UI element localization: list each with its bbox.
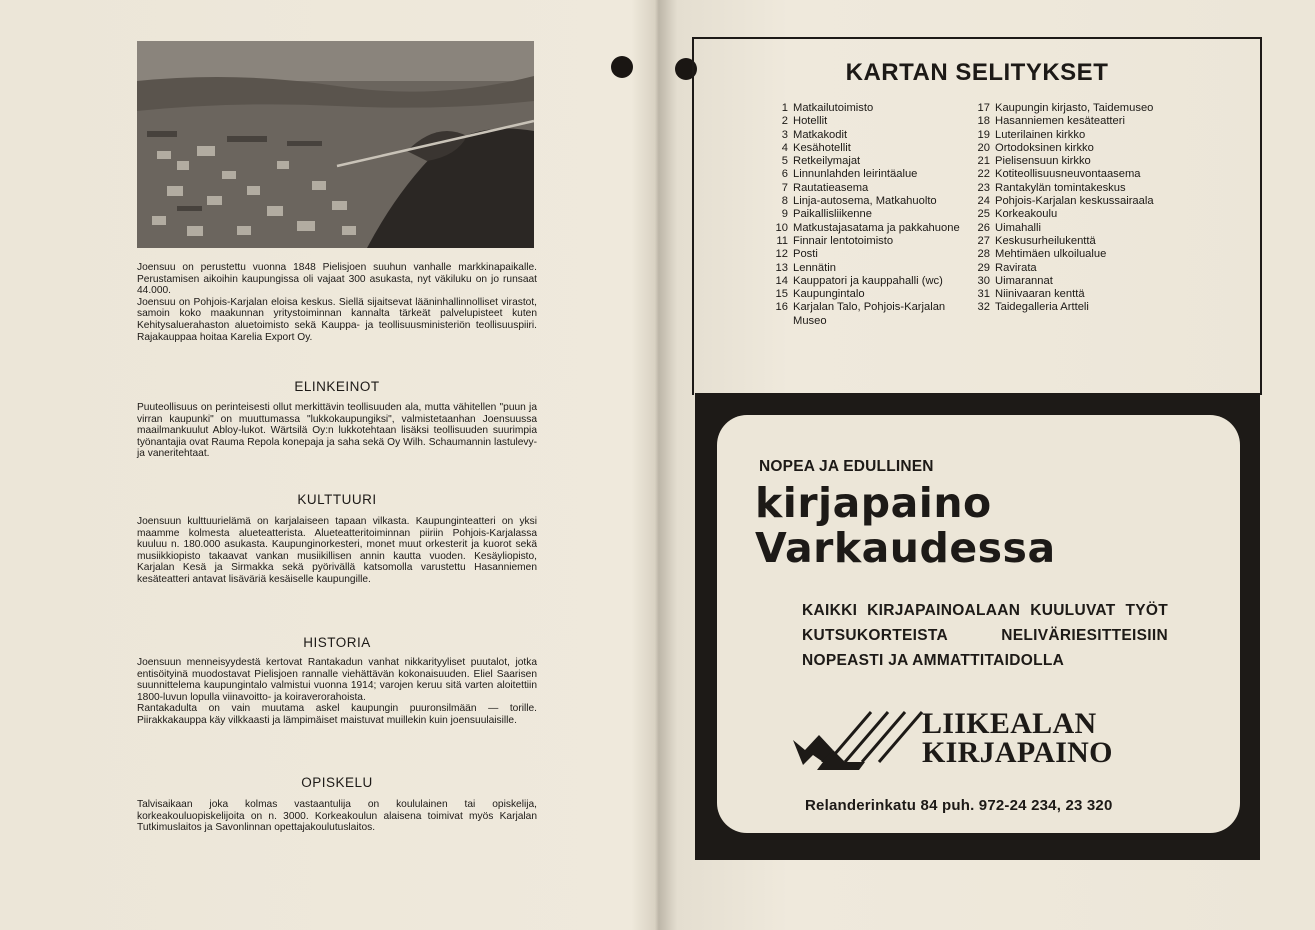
legend-item <box>768 115 968 128</box>
ad-body-text: KAIKKI KIRJAPAINOALAAN KUULUVAT TYÖT KUTSUKORTEISTA NELIVÄRIESITTEISIIN NOPEASTI JA AMMATTITAIDOLLA <box>802 602 1168 669</box>
right-page <box>660 0 1315 930</box>
legend-item-number: 1 <box>781 102 788 114</box>
section-paragraph: Joensuun menneisyydestä kertovat Rantakadun vanhat nikkarityyliset puutalot, jotka entisöityinä muodostavat Pielisjoen rannalle viehättävän kokonaisuuden. Eliel Saarisen suunnittelema kaupungintalo valmistui vuonna 1914; varojen keruu sitä varten aloitettiin 1800-luvun lopulla viinavoitto- ja koiraverorahoista. <box>137 657 537 703</box>
legend-item-number: 27 <box>977 234 990 247</box>
section-text <box>137 657 537 727</box>
legend-item-label: Matkakodit <box>793 128 848 141</box>
legend-item <box>970 275 1200 288</box>
legend-item <box>768 102 968 115</box>
legend-item-number: 3 <box>781 128 788 141</box>
section-heading: KULTTUURI <box>297 492 377 507</box>
ad-headline <box>755 481 1056 571</box>
legend-item <box>970 115 1200 128</box>
section-heading: HISTORIA <box>303 635 371 650</box>
legend-item-number: 30 <box>977 274 990 287</box>
legend-item <box>768 168 968 181</box>
legend-item-number: 19 <box>977 128 990 141</box>
legend-item <box>768 288 968 301</box>
advertisement-frame <box>695 393 1260 860</box>
legend-item <box>768 142 968 155</box>
legend-item <box>768 182 968 195</box>
legend-item <box>768 222 968 235</box>
legend-item-label: Pielisensuun kirkko <box>995 155 1091 168</box>
legend-item-number: 16 <box>775 301 788 314</box>
intro-text <box>137 262 537 343</box>
map-legend-box <box>692 37 1262 395</box>
legend-item-label: Matkustajasatama ja pakkahuone <box>793 221 960 234</box>
ad-headline-line: Varkaudessa <box>755 524 1056 572</box>
legend-item-number: 21 <box>977 155 990 168</box>
legend-item-label: Paikallisliikenne <box>793 208 872 221</box>
legend-item-number: 2 <box>781 115 788 128</box>
legend-item-number: 4 <box>781 141 788 154</box>
legend-item-number: 14 <box>775 274 788 287</box>
ad-brand-name <box>922 709 1113 767</box>
legend-item-label: Linja-autosema, Matkahuolto <box>793 195 937 208</box>
legend-item-label: Finnair lentotoimisto <box>793 234 894 247</box>
legend-item-number: 13 <box>775 261 788 274</box>
legend-item-label: Uimarannat <box>995 274 1053 287</box>
section-text: Talvisaikaan joka kolmas vastaantulija on koululainen tai opiskelija, korkeakouluopiskelijoita on n. 3000. Korkeakoulun alaisena toimivat myös Karjalan Tutkimuslaitos ja Savonlinnan opettajakoulutuslaitos. <box>137 799 537 834</box>
legend-item <box>970 155 1200 168</box>
legend-item-label: Hotellit <box>793 115 828 128</box>
ad-brand-line: KIRJAPAINO <box>922 736 1113 769</box>
legend-item-number: 22 <box>977 168 990 181</box>
section-text: Puuteollisuus on perinteisesti ollut merkittävin teollisuuden ala, mutta vähitellen "puun ja virran kaupunki" on muuttumassa "lukkokaupungiksi", valmistetaanhan Joensuussa maailmankuulut Abloy-lukot. Wärtsilä Oy:n lukkotehtaan lisäksi teollisuuden suurimpia työnantajia ovat Rauma Repola konepaja ja saha sekä Oy Wilh. Schaumannin lastulevy- ja vaneritehtaat. <box>137 402 537 460</box>
ad-headline-line: kirjapaino <box>755 479 992 527</box>
legend-item-label: Taidegalleria Artteli <box>995 301 1089 314</box>
legend-item-number: 5 <box>781 155 788 168</box>
legend-item-label: Rautatieasema <box>793 181 869 194</box>
legend-item <box>768 235 968 248</box>
legend-item-number: 24 <box>977 195 990 208</box>
legend-item-number: 29 <box>977 261 990 274</box>
legend-item <box>970 208 1200 221</box>
legend-item <box>970 301 1200 314</box>
legend-item-label: Mehtimäen ulkoilualue <box>995 248 1107 261</box>
legend-item <box>768 155 968 168</box>
ad-kicker: NOPEA JA EDULLINEN <box>759 458 934 475</box>
advertisement-card <box>717 415 1240 833</box>
legend-item <box>970 168 1200 181</box>
legend-item-number: 17 <box>977 102 990 114</box>
legend-item-label: Uimahalli <box>995 221 1042 234</box>
legend-title: KARTAN SELITYKSET <box>845 59 1109 86</box>
legend-item <box>970 195 1200 208</box>
legend-item-label: Keskusurheilukenttä <box>995 234 1096 247</box>
section-paragraph: Rantakadulta on vain muutama askel kaupungin puuronsilmään — torille. Piirakkakauppa käy vilkkaasti ja lämpimäiset maistuvat muillekin kuin joensuulaisille. <box>137 703 537 726</box>
legend-item <box>970 262 1200 275</box>
ad-brand-line: LIIKEALAN <box>922 707 1097 740</box>
aerial-city-photo <box>137 41 534 248</box>
legend-item <box>970 129 1200 142</box>
section-heading: ELINKEINOT <box>294 379 380 394</box>
legend-item-number: 32 <box>977 301 990 314</box>
legend-item <box>768 275 968 288</box>
legend-item <box>970 235 1200 248</box>
section-heading: OPISKELU <box>301 775 373 790</box>
legend-item-label: Kesähotellit <box>793 141 851 154</box>
legend-item-label: Niinivaaran kenttä <box>995 288 1085 301</box>
legend-item <box>768 248 968 261</box>
legend-item-label: Kaupungintalo <box>793 288 865 301</box>
legend-item-label: Luterilainen kirkko <box>995 128 1086 141</box>
legend-item <box>970 248 1200 261</box>
legend-item-number: 6 <box>781 168 788 181</box>
intro-paragraph: Joensuu on perustettu vuonna 1848 Pielisjoen suuhun vanhalle markkinapaikalle. Perustamisen aikoihin kaupungissa oli vajaat 300 asukasta, nyt väkiluku on jo runsaat 44.000. <box>137 262 537 297</box>
legend-item-label: Hasanniemen kesäteatteri <box>995 115 1125 128</box>
legend-item-number: 23 <box>977 181 990 194</box>
legend-item-number: 31 <box>977 288 990 301</box>
legend-item-label: Retkeilymajat <box>793 155 861 168</box>
legend-item-number: 7 <box>781 181 788 194</box>
section-text: Joensuun kulttuurielämä on karjalaiseen tapaan vilkasta. Kaupunginteatteri on yksi maamme kolmesta alueteatterista. Alueteatteritoiminnan piiriin Pohjois-Karjalassa kuuluu n. 180.000 asukasta. Kaupunginorkesteri, monet muut orkesterit ja kuorot sekä musiikkiopisto takaavat vankan musiikillisen annin kautta vuoden. Kesäyliopisto, Karjalan Kesä ja Sirmakka sekä pyörivällä katsomolla varustettu Hasanniemen kesäteatteri antavat lisäväriä kesäiselle kaupungille. <box>137 516 537 585</box>
legend-item <box>970 102 1200 115</box>
legend-item-number: 28 <box>977 248 990 261</box>
legend-item-label: Lennätin <box>793 261 836 274</box>
legend-item-number: 15 <box>775 288 788 301</box>
legend-item-number: 20 <box>977 141 990 154</box>
legend-item <box>768 208 968 221</box>
legend-item <box>970 222 1200 235</box>
legend-item <box>970 288 1200 301</box>
legend-item-label: Kauppatori ja kauppahalli (wc) <box>793 274 943 287</box>
legend-item-label: Pohjois-Karjalan keskussairaala <box>995 195 1154 208</box>
legend-item-label: Karjalan Talo, Pohjois-Karjalan Museo <box>793 301 946 327</box>
legend-item-number: 12 <box>775 248 788 261</box>
legend-item-number: 9 <box>781 208 788 221</box>
legend-item-number: 26 <box>977 221 990 234</box>
legend-item-label: Posti <box>793 248 818 261</box>
legend-item-label: Rantakylän tomintakeskus <box>995 181 1126 194</box>
left-page <box>0 0 656 930</box>
legend-item-label: Korkeakoulu <box>995 208 1058 221</box>
legend-item-label: Linnunlahden leirintäalue <box>793 168 918 181</box>
binding-hole <box>611 56 633 78</box>
legend-item-label: Matkailutoimisto <box>793 102 874 114</box>
legend-item <box>768 129 968 142</box>
legend-item-number: 11 <box>776 234 788 247</box>
legend-item <box>768 262 968 275</box>
legend-item-label: Ortodoksinen kirkko <box>995 141 1094 154</box>
legend-item-label: Ravirata <box>995 261 1037 274</box>
legend-item <box>970 142 1200 155</box>
intro-paragraph: Joensuu on Pohjois-Karjalan eloisa keskus. Siellä sijaitsevat lääninhallinnolliset virastot, samoin koko maakunnan yritystoiminnan kannalta tärkeät palvelupisteet kuten Kehitysaluerahaston aluetoimisto sekä Kauppa- ja teollisuusministeriön teollisuuspiiri. Rajakauppaa hoitaa Karelia Export Oy. <box>137 296 537 343</box>
legend-column-left <box>768 102 968 328</box>
legend-item-number: 10 <box>775 221 788 234</box>
legend-item <box>768 195 968 208</box>
legend-column-right <box>970 102 1200 315</box>
legend-item <box>768 301 968 328</box>
legend-item <box>970 182 1200 195</box>
legend-item-number: 18 <box>977 115 990 128</box>
ad-address: Relanderinkatu 84 puh. 972-24 234, 23 320 <box>805 797 1113 814</box>
legend-item-number: 8 <box>781 195 788 208</box>
legend-item-number: 25 <box>977 208 990 221</box>
legend-item-label: Kaupungin kirjasto, Taidemuseo <box>995 102 1154 114</box>
legend-item-label: Kotiteollisuusneuvontaasema <box>995 168 1141 181</box>
